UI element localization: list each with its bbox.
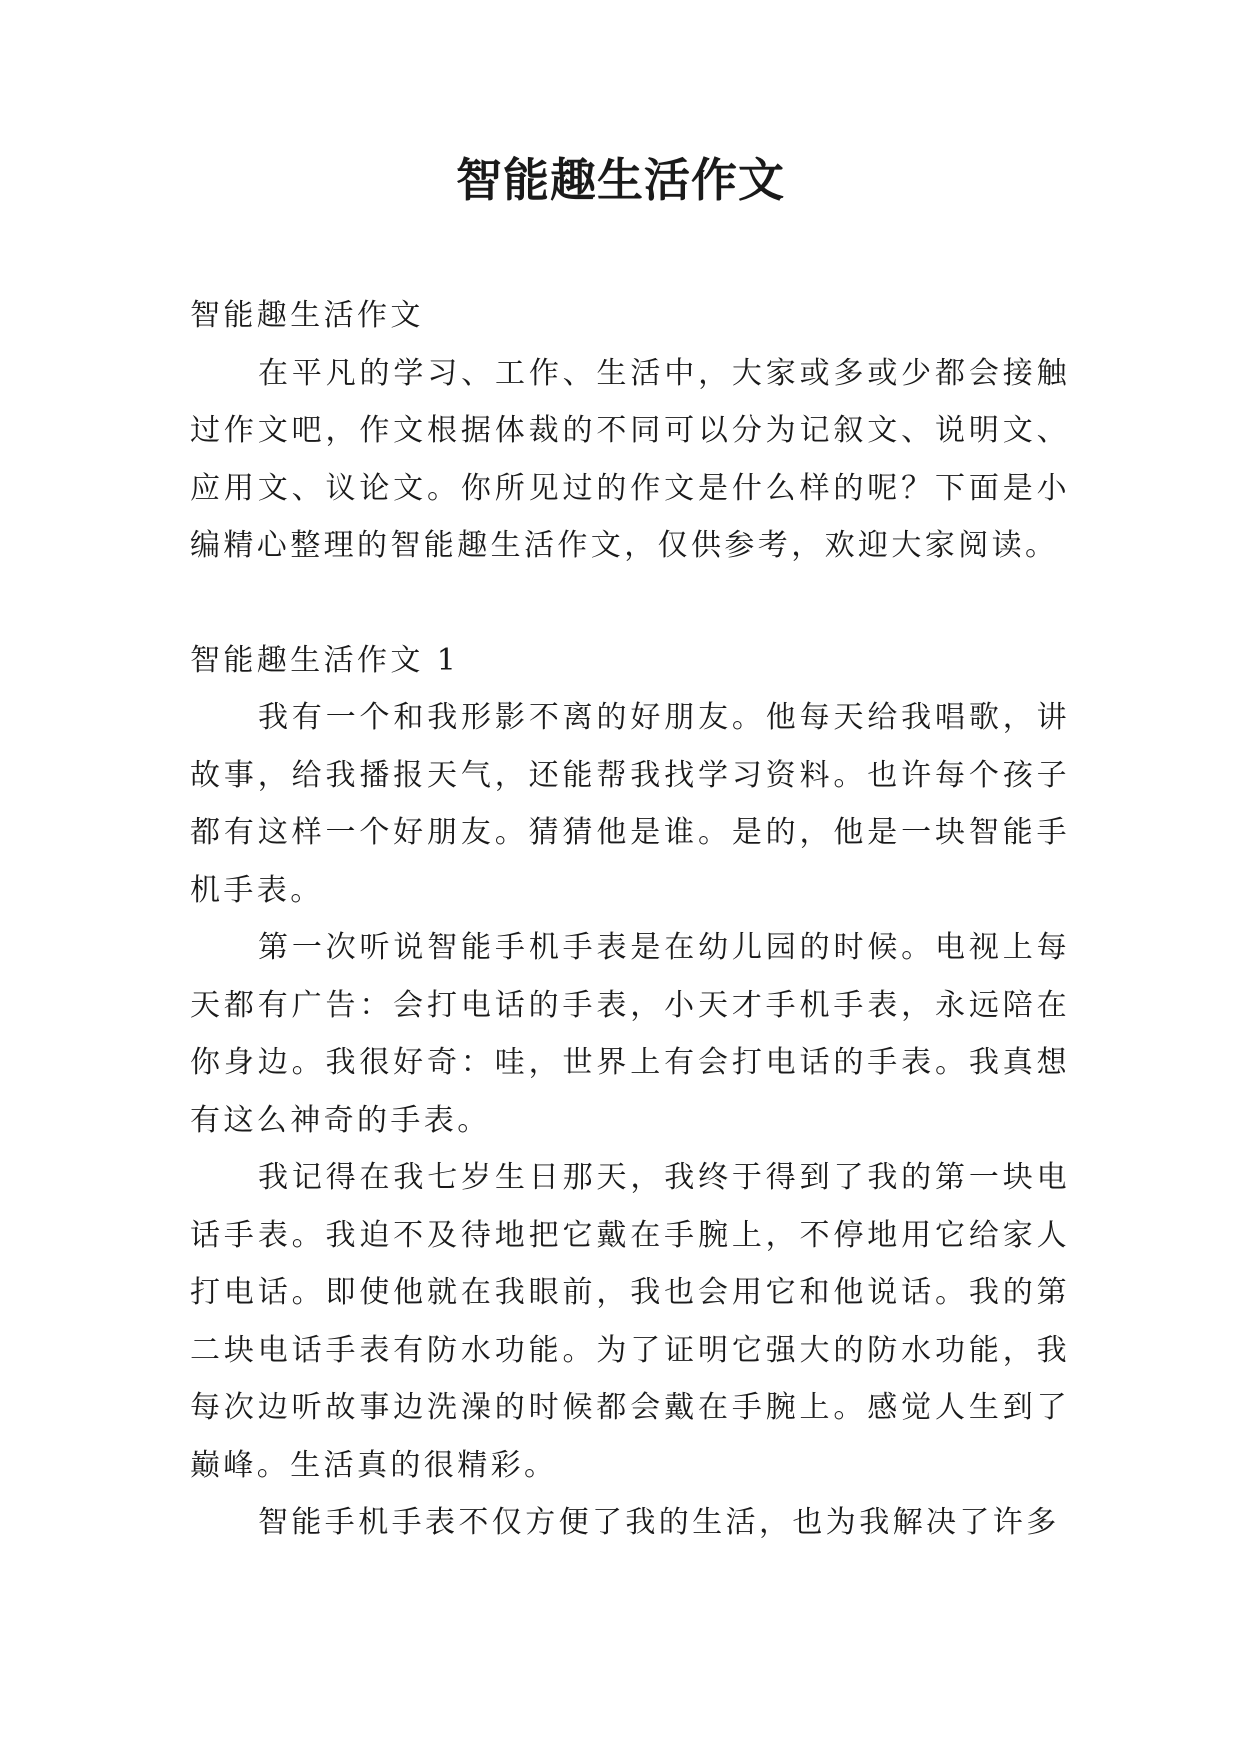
essay-1-paragraph: 我有一个和我形影不离的好朋友。他每天给我唱歌，讲故事，给我播报天气，还能帮我找学习资料。也许每个孩子都有这样一个好朋友。猜猜他是谁。是的，他是一块智能手机手表。 xyxy=(190,700,1070,908)
essay-1-heading: 智能趣生活作文 1 xyxy=(190,642,460,678)
essay-1-paragraph: 我记得在我七岁生日那天，我终于得到了我的第一块电话手表。我迫不及待地把它戴在手腕上，不停地用它给家人打电话。即使他就在我眼前，我也会用它和他说话。我的第二块电话手表有防水功能。为了证明它强大的防水功能，我每次边听故事边洗澡的时候都会戴在手腕上。感觉人生到了巅峰。生活真的很精彩。 xyxy=(190,1160,1070,1483)
essay-1-paragraph: 第一次听说智能手机手表是在幼儿园的时候。电视上每天都有广告：会打电话的手表，小天才手机手表，永远陪在你身边。我很好奇：哇，世界上有会打电话的手表。我真想有这么神奇的手表。 xyxy=(190,930,1070,1138)
document-body xyxy=(190,287,1070,1552)
intro-paragraph: 在平凡的学习、工作、生活中，大家或多或少都会接触过作文吧，作文根据体裁的不同可以分为记叙文、说明文、应用文、议论文。你所见过的作文是什么样的呢？下面是小编精心整理的智能趣生活作文，仅供参考，欢迎大家阅读。 xyxy=(190,355,1070,563)
section-spacer xyxy=(190,575,1070,632)
document-title: 智能趣生活作文 xyxy=(456,153,785,207)
intro-heading: 智能趣生活作文 xyxy=(190,298,424,333)
essay-1-paragraph: 智能手机手表不仅方便了我的生活，也为我解决了许多 xyxy=(258,1505,1060,1540)
